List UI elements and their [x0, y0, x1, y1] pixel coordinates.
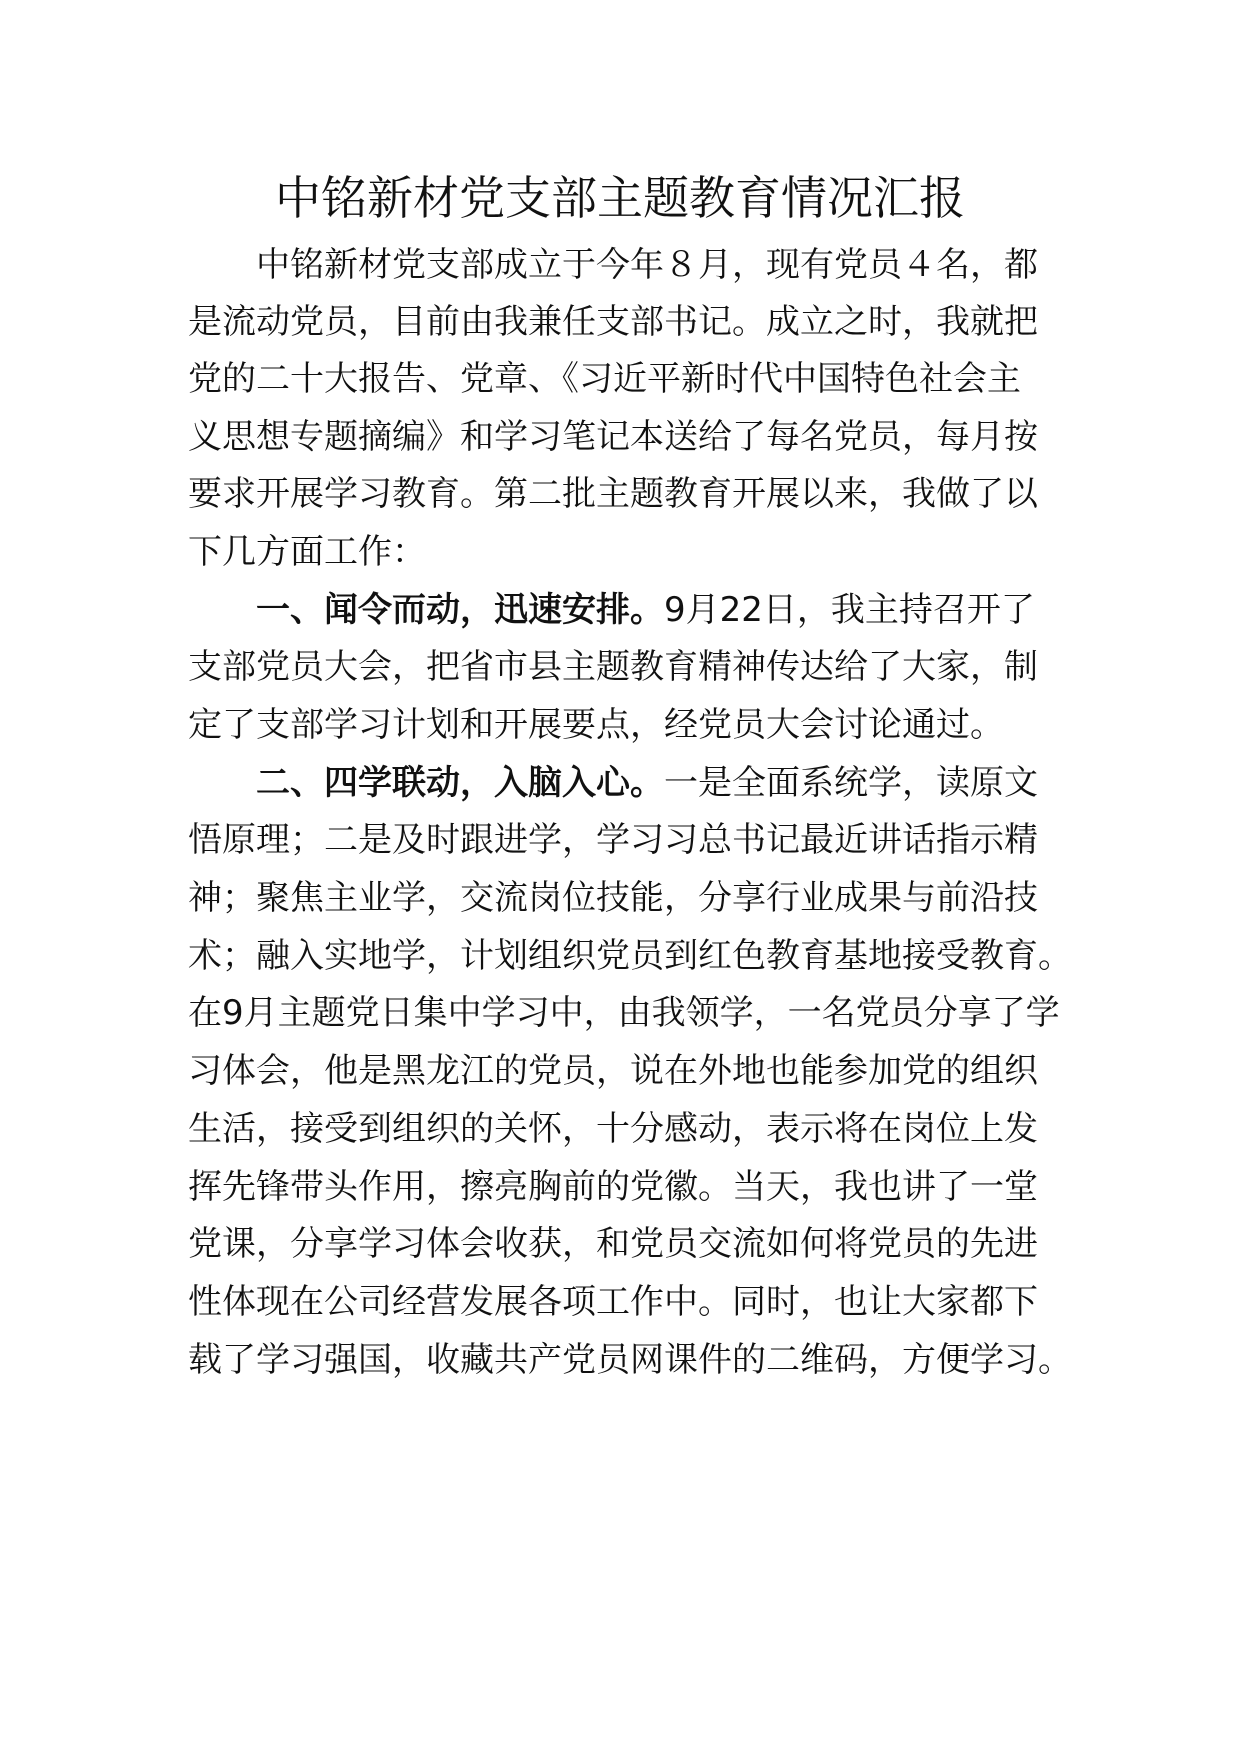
paragraph-line: 是流动党员，目前由我兼任支部书记。成立之时，我就把	[188, 302, 1038, 342]
paragraph-line: 悟原理；二是及时跟进学，学习习总书记最近讲话指示精	[188, 820, 1038, 860]
paragraph-line: 习体会，他是黑龙江的党员，说在外地也能参加党的组织	[188, 1051, 1038, 1091]
paragraph-line: 党课，分享学习体会收获，和党员交流如何将党员的先进	[188, 1224, 1038, 1264]
paragraph-line: 定了支部学习计划和开展要点，经党员大会讨论通过。	[188, 705, 1004, 745]
paragraph-line: 要求开展学习教育。第二批主题教育开展以来，我做了以	[188, 474, 1038, 514]
paragraph-line: 支部党员大会，把省市县主题教育精神传达给了大家，制	[188, 647, 1038, 687]
paragraph-line: 在9月主题党日集中学习中，由我领学，一名党员分享了学	[188, 993, 1060, 1033]
paragraph-line: 神；聚焦主业学，交流岗位技能，分享行业成果与前沿技	[188, 878, 1038, 918]
document-title: 中铭新材党支部主题教育情况汇报	[275, 171, 965, 225]
paragraph-line: 义思想专题摘编》和学习笔记本送给了每名党员，每月按	[188, 417, 1038, 457]
section-heading: 一、闻令而动，迅速安排。	[256, 590, 664, 630]
paragraph-line: 挥先锋带头作用，擦亮胸前的党徽。当天，我也讲了一堂	[188, 1167, 1038, 1207]
paragraph-text: 一是全面系统学，读原文	[664, 763, 1038, 803]
paragraph-line: 下几方面工作：	[188, 532, 426, 572]
paragraph-line: 中铭新材党支部成立于今年８月，现有党员４名，都	[256, 245, 1038, 285]
paragraph-line: 术；融入实地学，计划组织党员到红色教育基地接受教育。	[188, 936, 1072, 976]
paragraph-line: 生活，接受到组织的关怀，十分感动，表示将在岗位上发	[188, 1109, 1038, 1149]
paragraph-line: 性体现在公司经营发展各项工作中。同时，也让大家都下	[188, 1282, 1038, 1322]
section-heading: 二、四学联动，入脑入心。	[256, 763, 664, 803]
section-first-line	[256, 761, 1038, 805]
paragraph-text: 9月22日，我主持召开了	[664, 590, 1035, 630]
section-first-line	[256, 588, 1035, 632]
paragraph-line: 党的二十大报告、党章、《习近平新时代中国特色社会主	[188, 359, 1021, 399]
paragraph-line: 载了学习强国，收藏共产党员网课件的二维码，方便学习。	[188, 1340, 1072, 1380]
